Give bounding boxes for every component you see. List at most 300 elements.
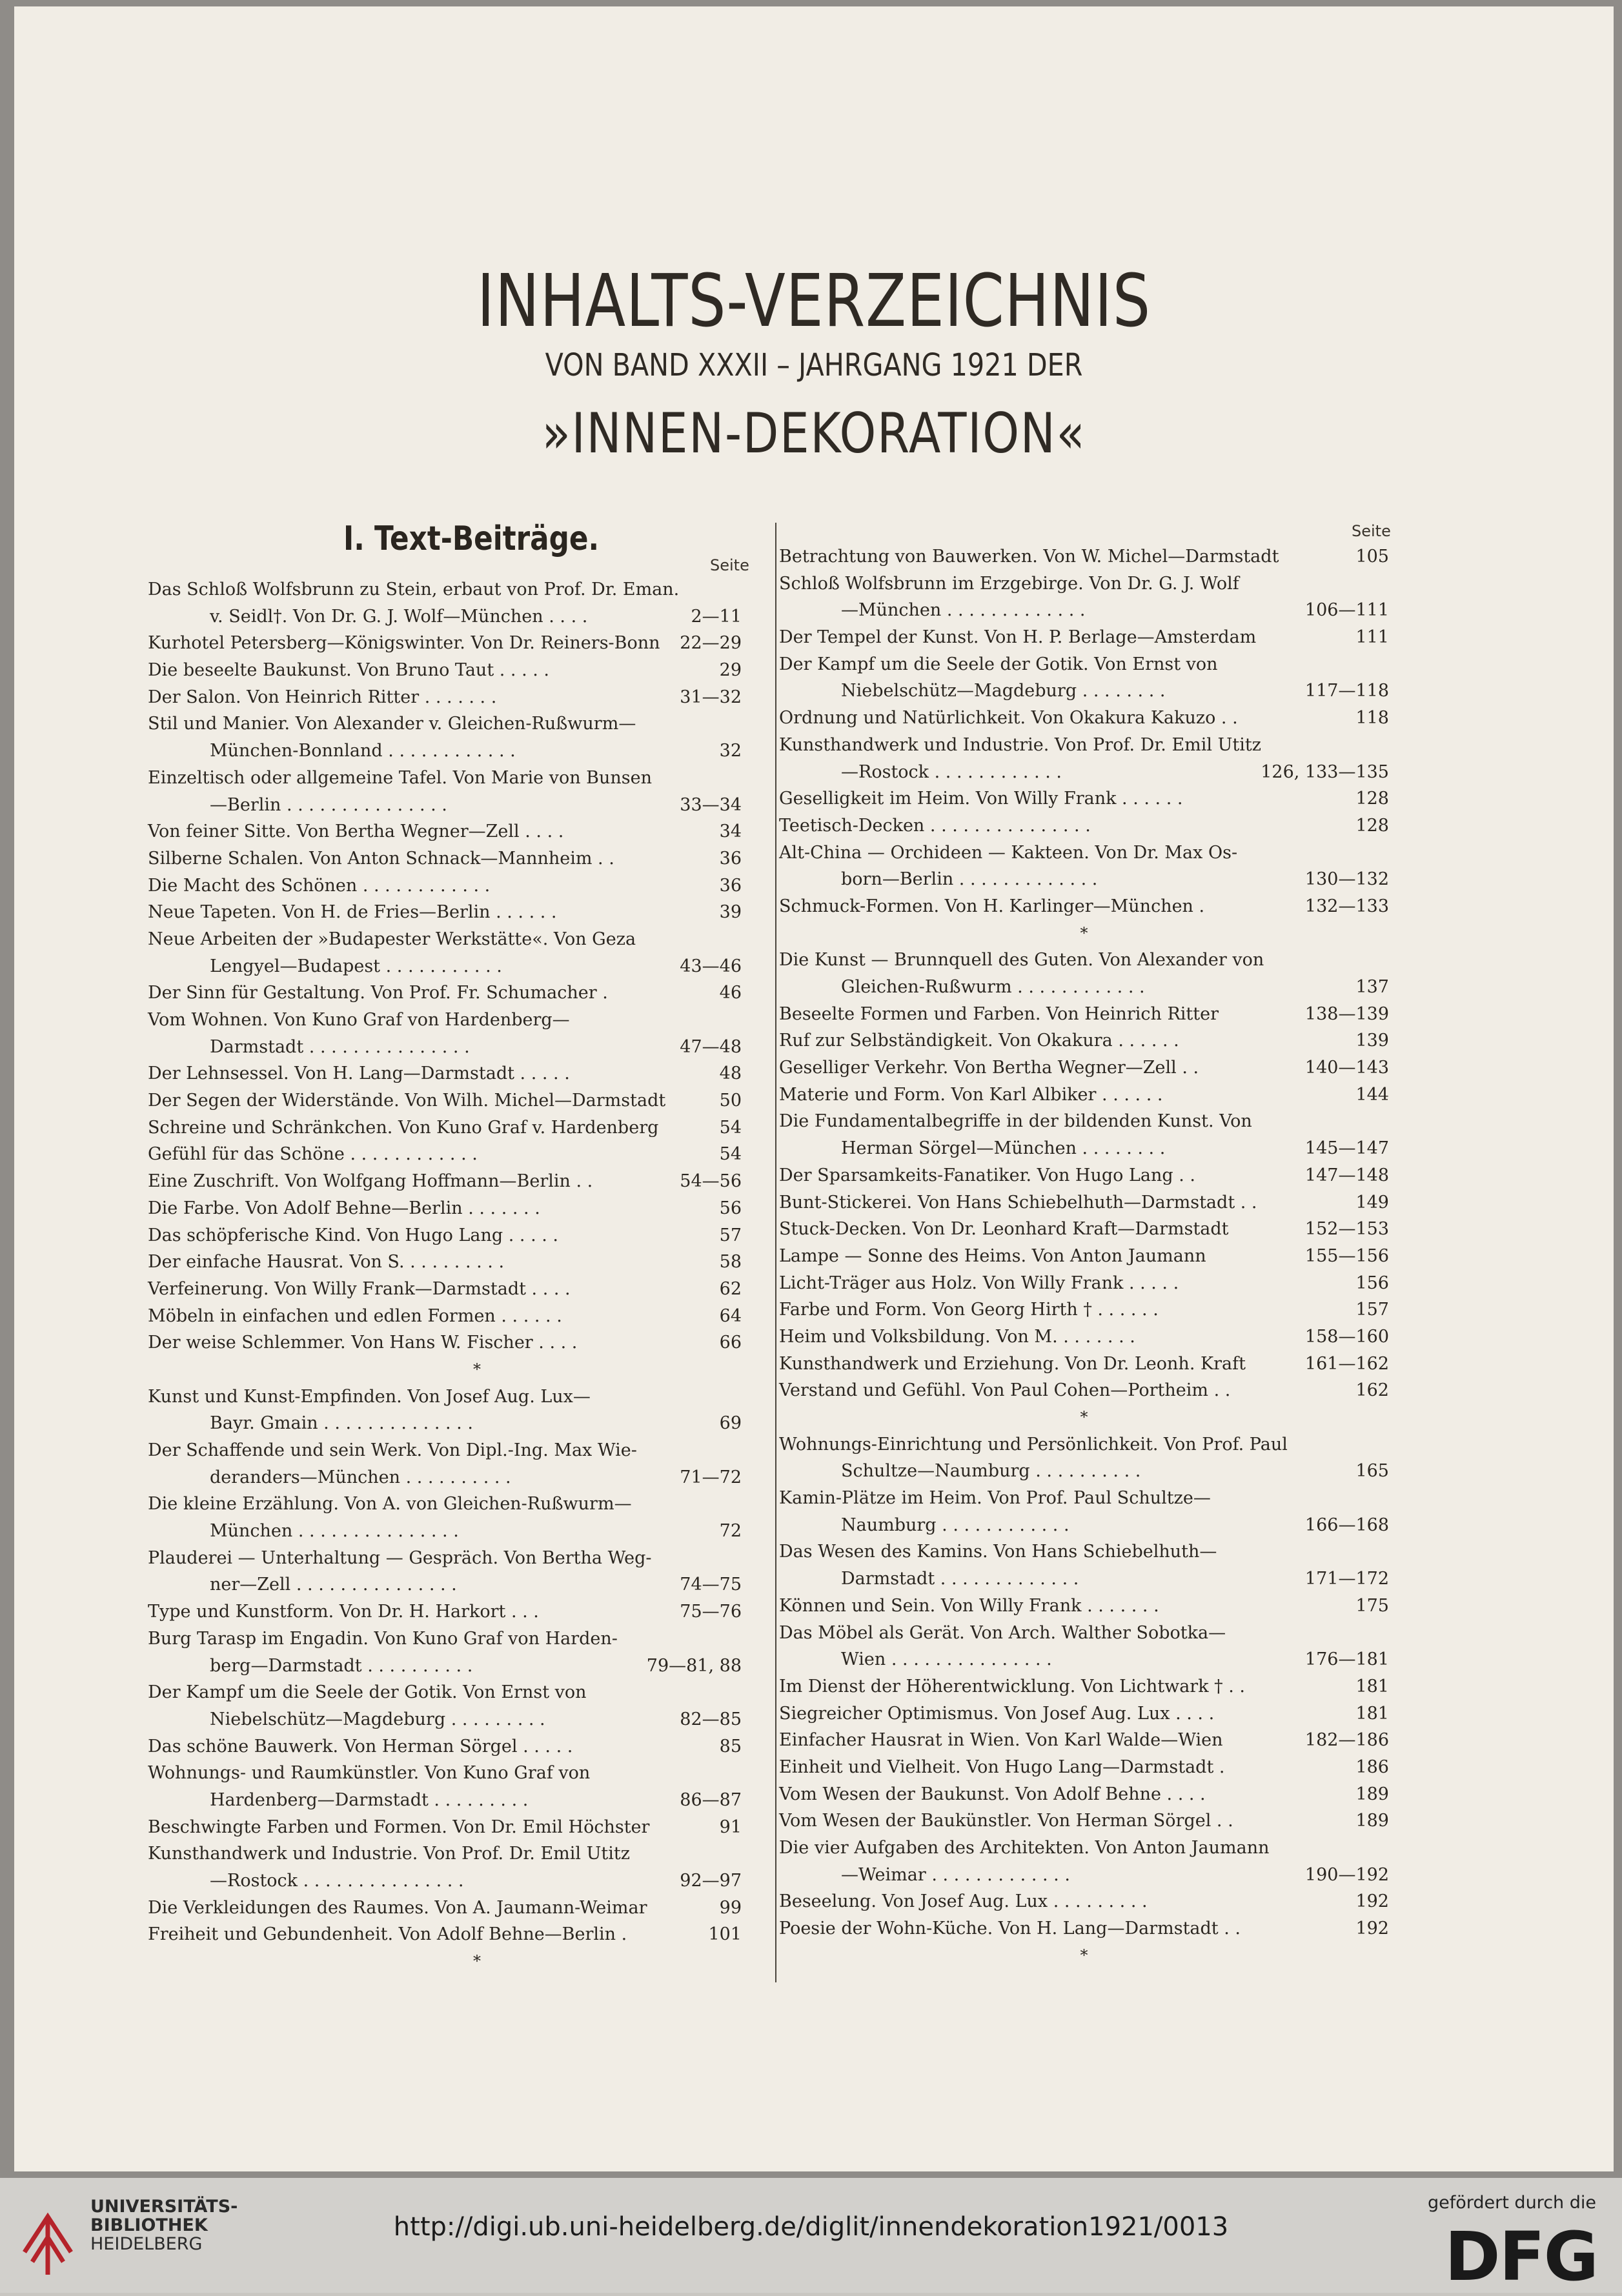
entry-title: Burg Tarasp im Engadin. Von Kuno Graf von Harden-	[148, 1628, 618, 1649]
entry-page-number: 32	[719, 741, 742, 761]
section-separator	[148, 1948, 742, 1975]
toc-entry	[779, 1431, 1389, 1458]
toc-entry	[148, 1034, 742, 1061]
entry-title: Können und Sein. Von Willy Frank . . . . . . .	[779, 1595, 1159, 1616]
toc-entry	[779, 1001, 1389, 1028]
entry-title: Schloß Wolfsbrunn im Erzgebirge. Von Dr. G. J. Wolf	[779, 573, 1239, 594]
toc-entry	[148, 1760, 742, 1787]
entry-page-number: 111	[1355, 627, 1389, 648]
entry-page-number: 189	[1355, 1784, 1389, 1804]
entry-page-number: 47—48	[680, 1036, 742, 1057]
entry-page-number: 128	[1355, 789, 1389, 809]
toc-entry	[779, 597, 1389, 624]
toc-entry	[148, 1653, 742, 1680]
entry-title: Bunt-Stickerei. Von Hans Schiebelhuth—Darmstadt . .	[779, 1192, 1257, 1213]
entry-page-number: 156	[1355, 1273, 1389, 1293]
toc-entry	[148, 1895, 742, 1922]
entry-title: —München . . . . . . . . . . . . .	[841, 600, 1086, 621]
entry-page-number: 182—186	[1304, 1730, 1389, 1751]
toc-entry	[148, 1114, 742, 1142]
entry-page-number: 43—46	[680, 956, 742, 976]
toc-entry	[148, 1679, 742, 1706]
entry-title: Vom Wesen der Baukunst. Von Adolf Behne . . . .	[779, 1784, 1206, 1804]
entry-title: Die vier Aufgaben des Architekten. Von Anton Jaumann	[779, 1838, 1270, 1858]
entry-page-number: 54	[719, 1144, 742, 1165]
entry-title: Kunst und Kunst-Empfinden. Von Josef Aug. Lux—	[148, 1386, 591, 1407]
toc-entry	[148, 926, 742, 953]
toc-entry	[779, 1162, 1389, 1189]
toc-entry	[148, 1518, 742, 1545]
toc-entry	[148, 1087, 742, 1114]
entry-title: Der Segen der Widerstände. Von Wilh. Michel—Darmstadt	[148, 1091, 666, 1111]
entry-title: Die Verkleidungen des Raumes. Von A. Jaumann-Weimar	[148, 1897, 647, 1918]
toc-entry	[148, 1195, 742, 1222]
toc-entry	[148, 1410, 742, 1437]
toc-entry	[779, 1700, 1389, 1727]
toc-entry	[779, 1593, 1389, 1620]
toc-entry	[148, 657, 742, 684]
toc-entry	[148, 603, 742, 630]
entry-title: Vom Wesen der Baukünstler. Von Herman Sörgel . .	[779, 1811, 1233, 1831]
entry-title: Der weise Schlemmer. Von Hans W. Fischer . . . .	[148, 1333, 578, 1353]
toc-entry	[779, 1646, 1389, 1673]
toc-entry	[148, 1168, 742, 1195]
entry-title: Vom Wohnen. Von Kuno Graf von Hardenberg—	[148, 1010, 570, 1030]
toc-entry	[779, 1054, 1389, 1082]
entry-title: München-Bonnland . . . . . . . . . . . .	[210, 741, 516, 761]
entry-page-number: 58	[719, 1252, 742, 1273]
toc-entry	[148, 630, 742, 657]
toc-entry	[779, 705, 1389, 732]
toc-entry	[779, 570, 1389, 598]
entry-page-number: 99	[719, 1897, 742, 1918]
entry-title: Type und Kunstform. Von Dr. H. Harkort . . .	[148, 1602, 539, 1622]
entry-title: —Rostock . . . . . . . . . . . . . . .	[210, 1871, 464, 1891]
section-separator	[779, 1404, 1389, 1431]
toc-entry	[779, 1915, 1389, 1942]
entry-page-number: 34	[719, 821, 742, 842]
toc-entry	[779, 543, 1389, 570]
entry-title: Kamin-Plätze im Heim. Von Prof. Paul Schultze—	[779, 1488, 1211, 1509]
toc-entry	[148, 953, 742, 980]
entry-page-number: 62	[719, 1278, 742, 1299]
entry-title: Licht-Träger aus Holz. Von Willy Frank . . . . .	[779, 1273, 1179, 1293]
toc-entry	[148, 1007, 742, 1034]
entry-page-number: 161—162	[1304, 1353, 1389, 1374]
toc-entry	[148, 1787, 742, 1814]
toc-entry	[148, 1464, 742, 1491]
right-column	[779, 543, 1389, 1969]
entry-title: Von feiner Sitte. Von Bertha Wegner—Zell . . . .	[148, 821, 564, 842]
entry-title: Einzeltisch oder allgemeine Tafel. Von Marie von Bunsen	[148, 767, 653, 788]
toc-entry	[148, 792, 742, 819]
entry-page-number: 64	[719, 1305, 742, 1326]
entry-page-number: 181	[1355, 1676, 1389, 1697]
entry-title: Betrachtung von Bauwerken. Von W. Michel—Darmstadt	[779, 547, 1279, 567]
entry-title: Ruf zur Selbständigkeit. Von Okakura . . . . . .	[779, 1031, 1179, 1051]
entry-title: Verfeinerung. Von Willy Frank—Darmstadt . . . .	[148, 1278, 571, 1299]
entry-page-number: 140—143	[1304, 1058, 1389, 1078]
entry-title: Der Tempel der Kunst. Von H. P. Berlage—Amsterdam	[779, 627, 1257, 648]
entry-title: Der Sparsamkeits-Fanatiker. Von Hugo Lang . .	[779, 1165, 1196, 1185]
entry-title: Farbe und Form. Von Georg Hirth † . . . . . .	[779, 1300, 1159, 1320]
column-divider	[775, 523, 776, 1982]
toc-entry	[148, 1491, 742, 1518]
toc-entry	[779, 785, 1389, 812]
entry-page-number: 138—139	[1304, 1003, 1389, 1024]
entry-title: Niebelschütz—Magdeburg . . . . . . . .	[841, 681, 1166, 701]
entry-title: Wohnungs- und Raumkünstler. Von Kuno Graf von	[148, 1763, 591, 1784]
entry-title: Wien . . . . . . . . . . . . . . .	[841, 1649, 1052, 1670]
toc-entry	[148, 1222, 742, 1249]
entry-title: Stil und Manier. Von Alexander v. Gleichen-Rußwurm—	[148, 714, 636, 734]
entry-title: —Weimar . . . . . . . . . . . . .	[841, 1864, 1070, 1885]
entry-page-number: 139	[1355, 1031, 1389, 1051]
entry-title: Das Wesen des Kamins. Von Hans Schiebelhuth—	[779, 1542, 1217, 1562]
section-separator	[779, 920, 1389, 947]
entry-title: Kunsthandwerk und Industrie. Von Prof. Dr. Emil Utitz	[779, 734, 1261, 755]
toc-entry	[148, 845, 742, 872]
toc-entry	[148, 1598, 742, 1626]
toc-entry	[148, 1706, 742, 1733]
entry-title: Beseelte Formen und Farben. Von Heinrich Ritter	[779, 1003, 1219, 1024]
toc-entry	[148, 899, 742, 926]
entry-title: Neue Tapeten. Von H. de Fries—Berlin . . . . . .	[148, 902, 557, 923]
toc-entry	[779, 1620, 1389, 1647]
entry-title: Kunsthandwerk und Industrie. Von Prof. Dr. Emil Utitz	[148, 1844, 630, 1864]
toc-entry	[148, 1840, 742, 1868]
entry-page-number: 106—111	[1304, 600, 1389, 621]
toc-entry	[148, 576, 742, 603]
toc-entry	[148, 684, 742, 711]
entry-page-number: 29	[719, 660, 742, 681]
entry-page-number: 181	[1355, 1703, 1389, 1724]
toc-entry	[148, 818, 742, 845]
section-separator	[148, 1356, 742, 1384]
toc-entry	[779, 1270, 1389, 1297]
entry-title: —Rostock . . . . . . . . . . . .	[841, 761, 1062, 782]
entry-title: Die kleine Erzählung. Von A. von Gleichen-Rußwurm—	[148, 1494, 632, 1515]
toc-entry	[148, 1303, 742, 1330]
entry-title: Heim und Volksbildung. Von M. . . . . . . .	[779, 1326, 1135, 1347]
toc-entry	[779, 1108, 1389, 1135]
toc-entry	[779, 1243, 1389, 1270]
entry-page-number: 66	[719, 1333, 742, 1353]
entry-page-number: 132—133	[1304, 896, 1389, 916]
toc-entry	[779, 1377, 1389, 1404]
toc-entry	[779, 1727, 1389, 1754]
entry-title: berg—Darmstadt . . . . . . . . . .	[210, 1655, 473, 1676]
entry-title: Bayr. Gmain . . . . . . . . . . . . . .	[210, 1413, 473, 1434]
toc-entry	[779, 732, 1389, 759]
entry-page-number: 79—81, 88	[646, 1655, 742, 1676]
entry-page-number: 128	[1355, 815, 1389, 836]
toc-entry	[779, 1027, 1389, 1054]
entry-title: Beseelung. Von Josef Aug. Lux . . . . . . . . .	[779, 1891, 1148, 1912]
entry-title: ner—Zell . . . . . . . . . . . . . . .	[210, 1575, 457, 1595]
entry-title: Im Dienst der Höherentwicklung. Von Lichtwark † . .	[779, 1676, 1245, 1697]
toc-entry	[779, 1862, 1389, 1889]
entry-page-number: 33—34	[680, 794, 742, 815]
toc-entry	[148, 1276, 742, 1303]
entry-page-number: 54—56	[680, 1171, 742, 1192]
entry-title: Freiheit und Gebundenheit. Von Adolf Behne—Berlin .	[148, 1924, 627, 1945]
toc-entry	[148, 1545, 742, 1572]
entry-title: Wohnungs-Einrichtung und Persönlichkeit. Von Prof. Paul	[779, 1434, 1288, 1455]
entry-page-number: 152—153	[1304, 1219, 1389, 1240]
separator-star: *	[1080, 1946, 1088, 1964]
entry-title: Der Schaffende und sein Werk. Von Dipl.-Ing. Max Wie-	[148, 1440, 637, 1460]
entry-title: Darmstadt . . . . . . . . . . . . . . .	[210, 1036, 470, 1057]
entry-title: Geselligkeit im Heim. Von Willy Frank . . . . . .	[779, 789, 1183, 809]
entry-title: Teetisch-Decken . . . . . . . . . . . . . . .	[779, 815, 1091, 836]
entry-page-number: 46	[719, 983, 742, 1003]
entry-page-number: 192	[1355, 1891, 1389, 1912]
entry-title: Das schöpferische Kind. Von Hugo Lang . . . . .	[148, 1225, 559, 1245]
entry-page-number: 72	[719, 1521, 742, 1542]
entry-page-number: 192	[1355, 1918, 1389, 1939]
toc-entry	[148, 1814, 742, 1841]
toc-entry	[779, 1808, 1389, 1835]
separator-star: *	[473, 1360, 481, 1378]
toc-entry	[148, 1626, 742, 1653]
toc-entry	[779, 1888, 1389, 1915]
section-separator	[779, 1942, 1389, 1969]
entry-title: Die beseelte Baukunst. Von Bruno Taut . . . . .	[148, 660, 549, 681]
entry-title: Die Macht des Schönen . . . . . . . . . . . .	[148, 875, 491, 896]
entry-title: v. Seidl†. Von Dr. G. J. Wolf—München . . . .	[210, 606, 588, 627]
separator-star: *	[1080, 1408, 1088, 1426]
toc-entry	[148, 1329, 742, 1356]
entry-page-number: 71—72	[680, 1467, 742, 1487]
toc-entry	[779, 759, 1389, 786]
entry-page-number: 22—29	[680, 633, 742, 654]
entry-page-number: 74—75	[680, 1575, 742, 1595]
entry-page-number: 2—11	[691, 606, 742, 627]
entry-title: Schmuck-Formen. Von H. Karlinger—München .	[779, 896, 1205, 916]
toc-entry	[779, 1135, 1389, 1162]
entry-title: Niebelschütz—Magdeburg . . . . . . . . .	[210, 1709, 545, 1729]
toc-entry	[779, 1082, 1389, 1109]
entry-title: Möbeln in einfachen und edlen Formen . . . . . .	[148, 1305, 562, 1326]
entry-page-number: 145—147	[1304, 1138, 1389, 1159]
entry-title: Lampe — Sonne des Heims. Von Anton Jaumann	[779, 1245, 1206, 1266]
toc-entry	[148, 980, 742, 1007]
toc-entry	[779, 651, 1389, 678]
toc-entry	[779, 1781, 1389, 1808]
permalink-url[interactable]: http://digi.ub.uni-heidelberg.de/diglit/innendekoration1921/0013	[393, 2212, 1229, 2242]
entry-title: Beschwingte Farben und Formen. Von Dr. Emil Höchster	[148, 1817, 650, 1837]
toc-entry	[779, 678, 1389, 705]
dfg-logo: DFG	[1445, 2217, 1597, 2296]
entry-page-number: 137	[1355, 977, 1389, 997]
entry-page-number: 31—32	[680, 687, 742, 707]
library-name-line3: HEIDELBERG	[90, 2234, 203, 2254]
entry-page-number: 165	[1355, 1461, 1389, 1482]
entry-title: born—Berlin . . . . . . . . . . . . .	[841, 869, 1098, 890]
entry-title: Die Kunst — Brunnquell des Guten. Von Alexander von	[779, 950, 1264, 971]
entry-page-number: 147—148	[1304, 1165, 1389, 1185]
entry-page-number: 190—192	[1304, 1864, 1389, 1885]
entry-title: München . . . . . . . . . . . . . . .	[210, 1521, 459, 1542]
entry-page-number: 50	[719, 1091, 742, 1111]
entry-title: Alt-China — Orchideen — Kakteen. Von Dr. Max Os-	[779, 842, 1238, 863]
entry-title: Materie und Form. Von Karl Albiker . . . . . .	[779, 1084, 1163, 1105]
entry-page-number: 126, 133—135	[1261, 761, 1389, 782]
entry-page-number: 86—87	[680, 1789, 742, 1810]
entry-page-number: 56	[719, 1198, 742, 1218]
entry-title: Eine Zuschrift. Von Wolfgang Hoffmann—Berlin . .	[148, 1171, 593, 1192]
toc-entry	[779, 1512, 1389, 1539]
toc-entry	[779, 1458, 1389, 1485]
entry-page-number: 75—76	[680, 1602, 742, 1622]
toc-entry	[779, 1324, 1389, 1351]
toc-entry	[779, 812, 1389, 840]
entry-title: Ordnung und Natürlichkeit. Von Okakura Kakuzo . .	[779, 708, 1238, 729]
entry-page-number: 101	[708, 1924, 742, 1945]
document-page	[14, 6, 1614, 2171]
entry-title: Der Sinn für Gestaltung. Von Prof. Fr. Schumacher .	[148, 983, 608, 1003]
toc-entry	[148, 738, 742, 765]
entry-page-number: 91	[719, 1817, 742, 1837]
left-column	[148, 576, 742, 1975]
entry-title: Silberne Schalen. Von Anton Schnack—Mannheim . .	[148, 848, 614, 869]
entry-page-number: 117—118	[1304, 681, 1389, 701]
entry-title: Geselliger Verkehr. Von Bertha Wegner—Zell . .	[779, 1058, 1199, 1078]
entry-title: Kurhotel Petersberg—Königswinter. Von Dr. Reiners-Bonn	[148, 633, 660, 654]
entry-page-number: 130—132	[1304, 869, 1389, 890]
entry-page-number: 54	[719, 1117, 742, 1138]
entry-title: Der Kampf um die Seele der Gotik. Von Ernst von	[148, 1682, 587, 1703]
entry-title: Die Fundamentalbegriffe in der bildenden Kunst. Von	[779, 1111, 1252, 1132]
entry-page-number: 176—181	[1304, 1649, 1389, 1670]
entry-title: Das Möbel als Gerät. Von Arch. Walther Sobotka—	[779, 1622, 1226, 1643]
entry-title: Das schöne Bauwerk. Von Herman Sörgel . . . . .	[148, 1736, 573, 1757]
entry-page-number: 171—172	[1304, 1569, 1389, 1589]
toc-entry	[779, 947, 1389, 974]
entry-page-number: 189	[1355, 1811, 1389, 1831]
entry-page-number: 39	[719, 902, 742, 923]
entry-title: Poesie der Wohn-Küche. Von H. Lang—Darmstadt . .	[779, 1918, 1241, 1939]
toc-entry	[148, 1141, 742, 1168]
entry-title: Hardenberg—Darmstadt . . . . . . . . .	[210, 1789, 529, 1810]
library-name-line1: UNIVERSITÄTS-	[90, 2197, 238, 2217]
toc-entry	[148, 765, 742, 792]
right-column-page-label: Seite	[1352, 522, 1391, 540]
entry-title: Herman Sörgel—München . . . . . . . .	[841, 1138, 1166, 1159]
left-column-page-label: Seite	[710, 556, 749, 574]
toc-entry	[779, 1673, 1389, 1700]
toc-entry	[148, 872, 742, 900]
entry-title: Der Lehnsessel. Von H. Lang—Darmstadt . . . . .	[148, 1063, 570, 1084]
toc-entry	[779, 1351, 1389, 1378]
toc-entry	[779, 1566, 1389, 1593]
toc-entry	[779, 1754, 1389, 1781]
entry-page-number: 158—160	[1304, 1326, 1389, 1347]
toc-entry	[779, 893, 1389, 920]
entry-page-number: 48	[719, 1063, 742, 1084]
toc-entry	[779, 974, 1389, 1001]
toc-entry	[148, 710, 742, 738]
entry-title: Der Kampf um die Seele der Gotik. Von Ernst von	[779, 654, 1218, 674]
entry-title: Gefühl für das Schöne . . . . . . . . . . . .	[148, 1144, 478, 1165]
entry-title: Siegreicher Optimismus. Von Josef Aug. Lux . . . .	[779, 1703, 1215, 1724]
separator-star: *	[1080, 923, 1088, 942]
entry-title: Die Farbe. Von Adolf Behne—Berlin . . . . . . .	[148, 1198, 540, 1218]
entry-title: Einfacher Hausrat in Wien. Von Karl Walde—Wien	[779, 1730, 1223, 1751]
entry-page-number: 92—97	[680, 1871, 742, 1891]
toc-entry	[779, 840, 1389, 867]
toc-entry	[779, 1216, 1389, 1243]
entry-page-number: 162	[1355, 1380, 1389, 1401]
toc-entry	[779, 1296, 1389, 1324]
separator-star: *	[473, 1952, 481, 1971]
entry-title: —Berlin . . . . . . . . . . . . . . .	[210, 794, 447, 815]
entry-page-number: 57	[719, 1225, 742, 1245]
toc-entry	[148, 1868, 742, 1895]
entry-title: deranders—München . . . . . . . . . .	[210, 1467, 511, 1487]
toc-entry	[779, 1538, 1389, 1566]
toc-entry	[779, 1485, 1389, 1512]
entry-title: Schreine und Schränkchen. Von Kuno Graf v. Hardenberg	[148, 1117, 659, 1138]
entry-page-number: 82—85	[680, 1709, 742, 1729]
entry-title: Einheit und Vielheit. Von Hugo Lang—Darmstadt .	[779, 1757, 1225, 1777]
entry-page-number: 69	[719, 1413, 742, 1434]
entry-title: Stuck-Decken. Von Dr. Leonhard Kraft—Darmstadt	[779, 1219, 1229, 1240]
entry-title: Gleichen-Rußwurm . . . . . . . . . . . .	[841, 977, 1145, 997]
entry-page-number: 118	[1355, 708, 1389, 729]
library-name-line2: BIBLIOTHEK	[90, 2215, 208, 2235]
document-subtitle: VON BAND XXXII – JAHRGANG 1921 DER	[545, 347, 1083, 383]
toc-entry	[148, 1249, 742, 1276]
entry-page-number: 144	[1355, 1084, 1389, 1105]
document-title: INHALTS-VERZEICHNIS	[477, 259, 1151, 343]
toc-entry	[779, 1835, 1389, 1862]
entry-title: Darmstadt . . . . . . . . . . . . .	[841, 1569, 1079, 1589]
funding-text: gefördert durch die	[1428, 2193, 1596, 2213]
journal-title: »INNEN-DEKORATION«	[542, 401, 1086, 466]
entry-page-number: 186	[1355, 1757, 1389, 1777]
toc-entry	[148, 1733, 742, 1760]
toc-entry	[148, 1571, 742, 1598]
entry-page-number: 157	[1355, 1300, 1389, 1320]
entry-page-number: 36	[719, 848, 742, 869]
entry-page-number: 155—156	[1304, 1245, 1389, 1266]
entry-page-number: 149	[1355, 1192, 1389, 1213]
entry-title: Schultze—Naumburg . . . . . . . . . .	[841, 1461, 1141, 1482]
section-heading: I. Text-Beiträge.	[343, 519, 600, 558]
entry-title: Plauderei — Unterhaltung — Gespräch. Von Bertha Weg-	[148, 1547, 652, 1568]
toc-entry	[148, 1060, 742, 1087]
entry-page-number: 85	[719, 1736, 742, 1757]
entry-title: Lengyel—Budapest . . . . . . . . . . .	[210, 956, 502, 976]
toc-entry	[779, 624, 1389, 651]
entry-title: Der Salon. Von Heinrich Ritter . . . . . . .	[148, 687, 497, 707]
toc-entry	[148, 1437, 742, 1464]
entry-title: Neue Arbeiten der »Budapester Werkstätte«. Von Geza	[148, 929, 636, 949]
entry-title: Naumburg . . . . . . . . . . . .	[841, 1515, 1070, 1535]
entry-title: Kunsthandwerk und Erziehung. Von Dr. Leonh. Kraft	[779, 1353, 1246, 1374]
entry-title: Der einfache Hausrat. Von S. . . . . . . . . .	[148, 1252, 505, 1273]
toc-entry	[779, 1189, 1389, 1216]
toc-entry	[148, 1384, 742, 1411]
toc-entry	[148, 1921, 742, 1948]
toc-entry	[779, 866, 1389, 893]
entry-page-number: 36	[719, 875, 742, 896]
entry-title: Das Schloß Wolfsbrunn zu Stein, erbaut von Prof. Dr. Eman.	[148, 579, 680, 599]
entry-page-number: 166—168	[1304, 1515, 1389, 1535]
entry-page-number: 105	[1355, 547, 1389, 567]
